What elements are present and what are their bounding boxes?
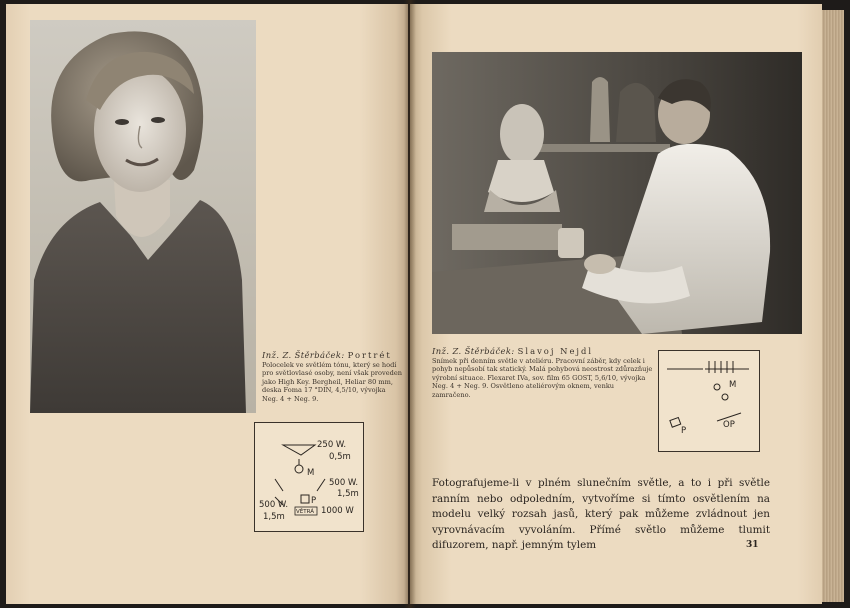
diagram-label-05m: 0,5m xyxy=(329,452,351,462)
portrait-caption xyxy=(262,350,402,403)
portrait-caption-title: Portrét xyxy=(347,350,392,360)
diagram-label-p-right: P xyxy=(681,426,687,436)
portrait-lighting-diagram xyxy=(254,422,364,532)
body-paragraph: Fotografujeme-li v plném slunečním světle, a to i při světle ranním nebo odpoledním, vytvoříme si tímto osvětlením na modelu velký rozsah jasů, který pak můžeme zvládnout jen vyrovnávacím vyvoláním. Přímé světlo můžeme tlumit difuzorem, např. jemným tylem xyxy=(432,477,770,552)
page-edges xyxy=(822,10,844,602)
sculptor-illustration xyxy=(432,52,802,334)
diagram-label-p: P xyxy=(311,496,317,506)
diagram-label-15m-right: 1,5m xyxy=(337,489,359,499)
sculptor-caption-title: Slavoj Nejdl xyxy=(517,346,594,356)
sculptor-diagram-lines xyxy=(659,351,759,451)
portrait-illustration xyxy=(30,20,256,413)
right-page xyxy=(410,4,822,604)
diagram-label-m-right: M xyxy=(729,380,737,390)
portrait-caption-text: Polocelek ve světlém tónu, který se hodí pro světlovlasé osoby, není však proveden jako High Key. Bergheil, Heliar 80 mm, deska Foma 17 °DIN, 4,5/10, vývojka Neg. 4 + Neg. 9. xyxy=(262,361,402,403)
sculptor-caption-heading xyxy=(432,346,654,357)
left-page xyxy=(6,4,408,604)
diagram-label-vetra: VĚTRÁ xyxy=(296,509,314,515)
sculptor-photo xyxy=(432,52,802,334)
page-number: 31 xyxy=(746,540,759,550)
sculptor-caption-author: Inž. Z. Štěrbáček: xyxy=(432,346,515,356)
portrait-caption-author: Inž. Z. Štěrbáček: xyxy=(262,350,345,360)
diagram-label-500w-right: 500 W. xyxy=(329,478,359,488)
sculptor-caption xyxy=(432,346,654,399)
diagram-label-1000w: 1000 W xyxy=(321,506,354,516)
diagram-label-15m-left: 1,5m xyxy=(263,512,285,522)
portrait-photo xyxy=(30,20,256,413)
diagram-label-250w: 250 W. xyxy=(317,440,347,450)
sculptor-caption-text: Snímek při denním světle v ateliéru. Pracovní záběr, kdy celek i pohyb nepůsobí tak statický. Malá pohybová neostrost zdůrazňuje výrobní situace. Flexaret IVa, sov. film 65 GOST, 5,6/10, vývojka Neg. 4 + Neg. 9. Osvětleno ateliérovým oknem, venku zamračeno. xyxy=(432,357,653,399)
diagram-label-500w-left: 500 W. xyxy=(259,500,289,510)
sculptor-lighting-diagram xyxy=(658,350,760,452)
portrait-caption-heading xyxy=(262,350,402,361)
diagram-label-m: M xyxy=(307,468,315,478)
diagram-label-op: OP xyxy=(723,420,735,430)
book-gutter xyxy=(404,0,416,608)
